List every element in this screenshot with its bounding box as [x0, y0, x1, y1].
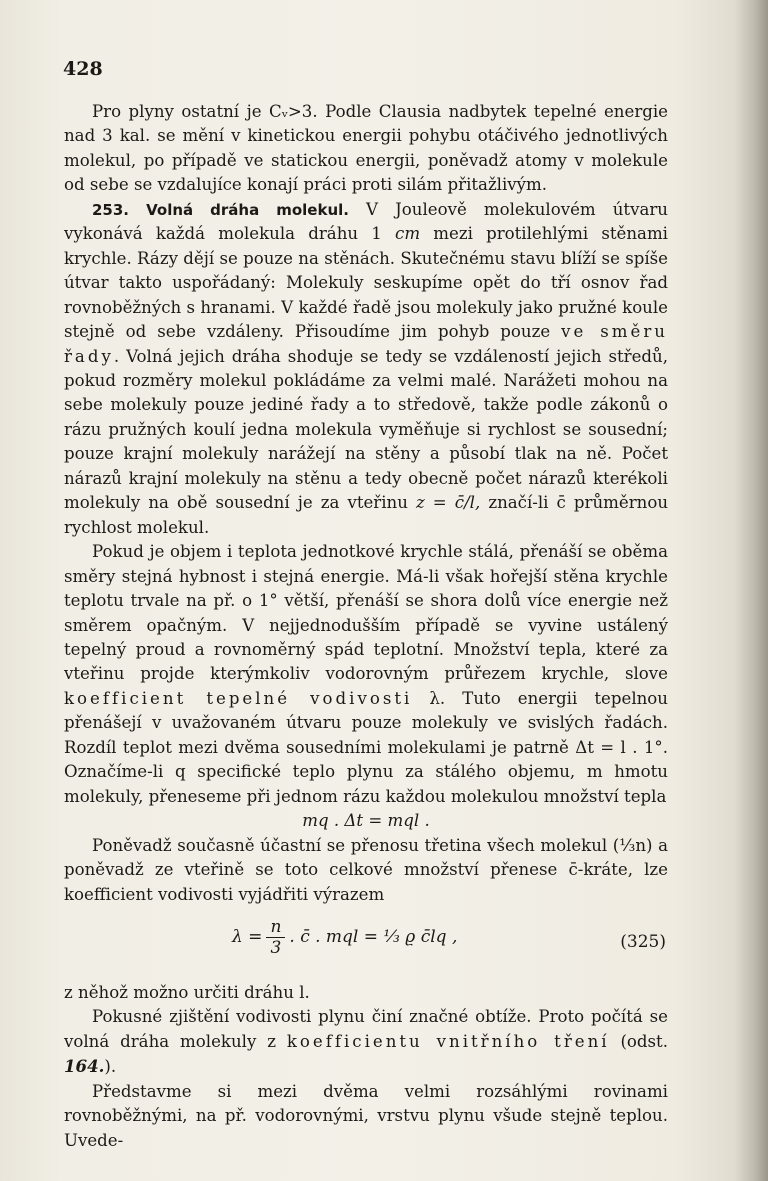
- spaced-phrase-friction: koefficientu vnitřního tření: [286, 1031, 610, 1051]
- spaced-phrase-direction: ve směru řady: [64, 322, 668, 366]
- para6-text-b: (odst.: [609, 1031, 668, 1051]
- paragraph-path: z něhož možno určiti dráhu l.: [64, 982, 310, 1002]
- section-reference: 164.: [64, 1056, 105, 1077]
- para6-text-c: ).: [104, 1057, 117, 1077]
- formula-lhs: λ =: [232, 927, 263, 948]
- section-text-d: značí-li c̄ průměrnou rychlost molekul.: [64, 493, 669, 537]
- formula-body: [232, 917, 457, 958]
- formula-rest: . c̄ . mql = ⅓ ϱ c̄lq ,: [289, 927, 458, 948]
- section-title: Volná dráha molekul.: [146, 200, 349, 219]
- page-gutter-shadow: [734, 0, 768, 1181]
- paragraph-conductivity: [64, 540, 668, 809]
- paragraph-experiment: [64, 1005, 668, 1079]
- section-253: [64, 198, 668, 540]
- section-number: 253.: [92, 200, 130, 219]
- section-text-a: V Jouleově molekulovém útvaru vykonává každá molekula dráhu 1: [64, 199, 668, 244]
- page-number: 428: [63, 58, 103, 80]
- equation-number: (325): [620, 931, 666, 952]
- spaced-phrase-conductivity: koefficient tepelné vodivosti: [64, 688, 413, 708]
- page-body: [64, 100, 668, 1153]
- equation-mq: mq . Δt = mql .: [302, 811, 430, 831]
- para3-text-a: Pokud je objem i teplota jednotkové krychle stálá, přenáší se oběma směry stejná hybnost i stejná energie. Má-li však hořejší stěna krychle teplotu trvale na př. o 1° větší, přenáší se shora dolů více energie než směrem opačným. V nejjednodušším případě se vyvine ustálený tepelný proud a rovnoměrný spád teplotní. Množství tepla, které za vteřinu projde kterýmkoliv vodorovným průřezem krychle, slove: [64, 542, 668, 684]
- section-text-b: mezi protilehlými stěnami krychle. Rázy dějí se pouze na stěnách. Skutečnému stavu blíží se spíše útvar takto uspořádaný: Molekuly seskupíme opět do tří osnov řad rovnoběžných s hranami. V každé řadě jsou molekuly jako pružné koule stejně od sebe vzdáleny. Přisoudíme jim pohyb pouze: [64, 224, 668, 342]
- fraction-numerator: n: [266, 917, 285, 938]
- fraction-denominator: 3: [270, 937, 282, 958]
- formula-fraction: [266, 917, 285, 958]
- para3-text-b: λ. Tuto energii tepelnou přenášejí v uvažovaném útvaru pouze molekuly ve svislých řadách. Rozdíl teplot mezi dvěma sousedními molekulami je patrně Δt = l . 1°. Označíme-li q specifické teplo plynu za stálého objemu, m hmotu molekuly, přeneseme při jednom rázu každou molekulou množství tepla: [64, 688, 668, 806]
- paragraph-planes: Představme si mezi dvěma velmi rozsáhlými rovinami rovnoběžnými, na př. vodorovnými, vrstvu plynu všude stejně teplou. Uvede-: [64, 1081, 668, 1150]
- para6-text-a: Pokusné zjištění vodivosti plynu činí značné obtíže. Proto počítá se volná dráha molekuly z: [64, 1007, 668, 1051]
- section-text-c: . Volná jejich dráha shoduje se tedy se vzdáleností jejich středů, pokud rozměry molekul pokládáme za velmi malé. Narážeti mohou na sebe molekuly pouze jediné řady a to středově, takže podle zákonů o rázu pružných koulí jedna molekula vyměňuje si rychlost se sousední; pouze krajní molekuly narážejí na stěny a působí tlak na ně. Počet nárazů krajní molekuly na stěnu a tedy obecně počet nárazů kterékoli molekuly na obě sousední je za vteřinu: [64, 346, 668, 513]
- unit-cm: cm: [395, 224, 421, 244]
- paragraph-third: Poněvadž současně účastní se přenosu třetina všech molekul (⅓n) a poněvadž ze vteřině se toto celkové množství přenese c̄-kráte, lze koefficient vodivosti vyjádřiti výrazem: [64, 835, 668, 904]
- formula-325: [64, 911, 668, 975]
- paragraph-cv: Pro plyny ostatní je Cᵥ>3. Podle Clausia nadbytek tepelné energie nad 3 kal. se mění v kinetickou energii pohybu otáčivého jednotlivých molekul, po případě ve statickou energii, poněvadž atomy v molekule od sebe se vzdalujíce konají práci proti silám přitažlivým.: [64, 102, 668, 195]
- equation-z: z = c̄/l,: [416, 493, 481, 513]
